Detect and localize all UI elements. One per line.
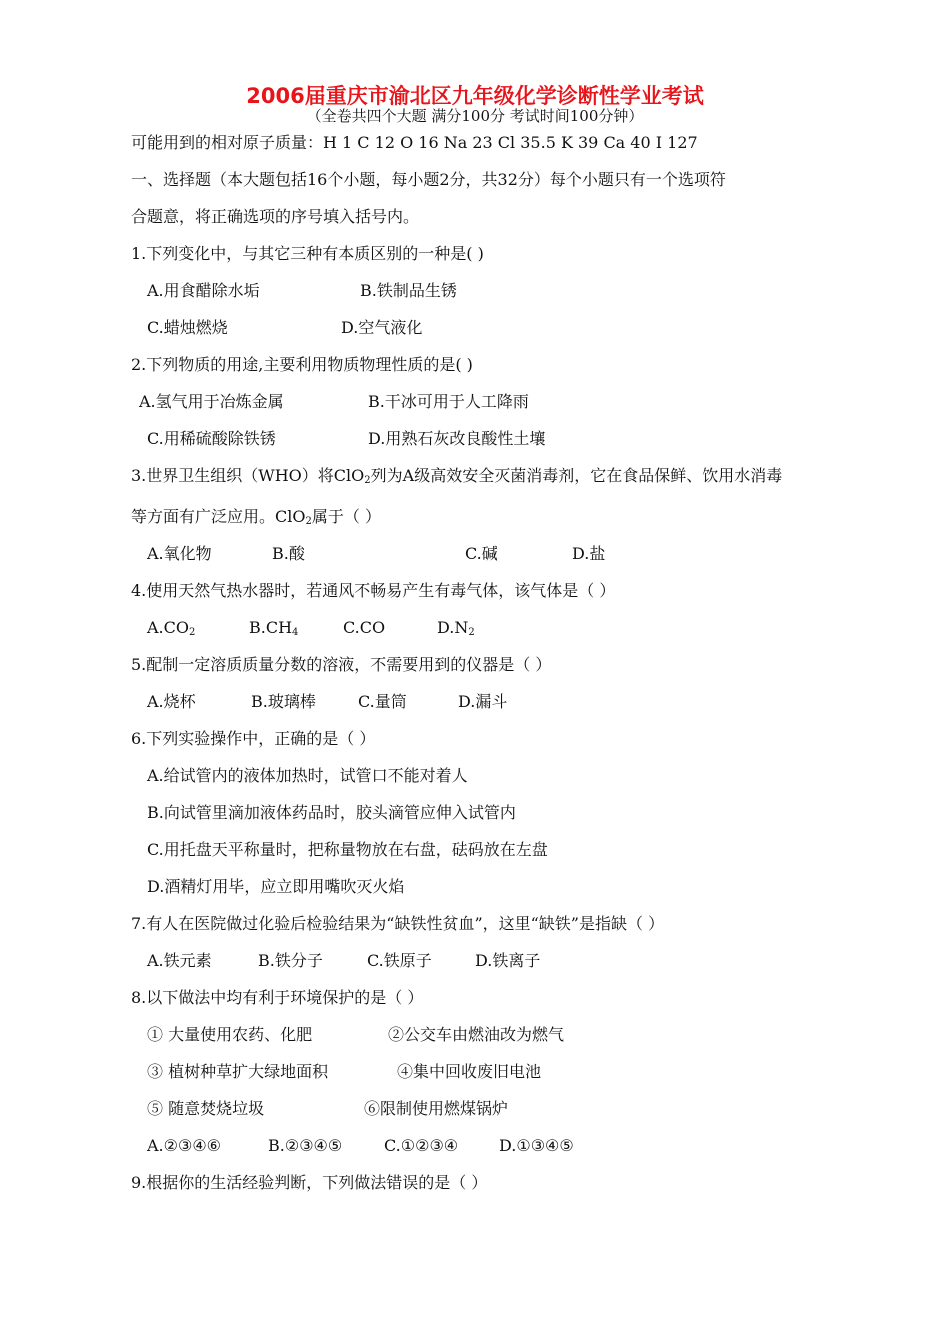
question-3-subscript-2: 2 [305,516,312,527]
question-6-stem: 6.下列实验操作中，正确的是（ ） [131,729,376,748]
question-1-stem: 1.下列变化中，与其它三种有本质区别的一种是( ) [131,244,484,263]
question-4-option-d-text: D.N [437,618,469,637]
question-4-option-b-sub: 4 [292,627,299,638]
question-1-option-b: B.铁制品生锈 [360,281,457,300]
question-7-stem: 7.有人在医院做过化验后检验结果为“缺铁性贫血”，这里“缺铁”是指缺（ ） [131,914,665,933]
question-3-stem-suffix: 列为A级高效安全灭菌消毒剂，它在食品保鲜、饮用水消毒 [370,466,783,485]
question-3-line2-prefix: 等方面有广泛应用。ClO [131,507,306,526]
question-8-option-b: B.②③④⑤ [268,1136,343,1155]
atomic-masses: 可能用到的相对原子质量：H 1 C 12 O 16 Na 23 Cl 35.5 K 39 Ca 40 I 127 [131,133,698,152]
question-3-option-b: B.酸 [272,544,305,563]
question-4-option-a [147,618,195,643]
question-4-stem: 4.使用天然气热水器时，若通风不畅易产生有毒气体，该气体是（ ） [131,581,616,600]
question-4-option-a-sub: 2 [189,627,196,638]
question-8-item-4: ④集中回收废旧电池 [397,1062,542,1081]
question-8-stem: 8.以下做法中均有利于环境保护的是（ ） [131,988,424,1007]
question-4-option-d-sub: 2 [468,627,475,638]
question-2-option-c: C.用稀硫酸除铁锈 [147,429,276,448]
question-2-stem: 2.下列物质的用途,主要利用物质物理性质的是( ) [131,355,473,374]
question-3-option-d: D.盐 [572,544,606,563]
question-6-option-c: C.用托盘天平称量时，把称量物放在右盘，砝码放在左盘 [147,840,548,859]
question-6-option-a: A.给试管内的液体加热时，试管口不能对着人 [147,766,468,785]
question-2-option-b: B.干冰可用于人工降雨 [368,392,529,411]
question-5-option-c: C.量筒 [358,692,407,711]
question-7-option-c: C.铁原子 [367,951,432,970]
question-4-option-c: C.CO [343,618,386,637]
question-7-option-a: A.铁元素 [147,951,212,970]
question-5-option-a: A.烧杯 [147,692,196,711]
question-1-option-a: A.用食醋除水垢 [147,281,260,300]
section-one-instructions-line-1: 一、选择题（本大题包括16个小题，每小题2分，共32分）每个小题只有一个选项符 [131,170,726,189]
question-3-line2-suffix: 属于（ ） [311,507,381,526]
question-8-option-d: D.①③④⑤ [499,1136,574,1155]
question-3-subscript-1: 2 [364,475,371,486]
question-8-item-5: ⑤ 随意焚烧垃圾 [147,1099,265,1118]
question-5-stem: 5.配制一定溶质质量分数的溶液，不需要用到的仪器是（ ） [131,655,552,674]
exam-title: 2006届重庆市渝北区九年级化学诊断性学业考试 [246,84,704,108]
question-8-item-3: ③ 植树种草扩大绿地面积 [147,1062,329,1081]
question-7-option-b: B.铁分子 [258,951,323,970]
question-9-stem: 9.根据你的生活经验判断，下列做法错误的是（ ） [131,1173,488,1192]
question-6-option-b: B.向试管里滴加液体药品时，胶头滴管应伸入试管内 [147,803,516,822]
question-3-stem-prefix: 3.世界卫生组织（WHO）将ClO [131,466,365,485]
question-3-stem-line-1 [131,466,782,491]
question-7-option-d: D.铁离子 [475,951,541,970]
question-2-option-a: A.氢气用于冶炼金属 [139,392,284,411]
question-1-option-d: D.空气液化 [341,318,423,337]
question-3-option-a: A.氧化物 [147,544,212,563]
question-4-option-a-text: A.CO [147,618,189,637]
question-4-option-d [437,618,475,643]
question-2-option-d: D.用熟石灰改良酸性土壤 [368,429,546,448]
question-5-option-b: B.玻璃棒 [251,692,316,711]
section-one-instructions-line-2: 合题意，将正确选项的序号填入括号内。 [131,207,420,226]
question-8-option-c: C.①②③④ [384,1136,459,1155]
exam-subtitle: （全卷共四个大题 满分100分 考试时间100分钟） [306,107,644,125]
question-4-option-b [249,618,298,643]
question-4-option-b-text: B.CH [249,618,293,637]
question-8-item-6: ⑥限制使用燃煤锅炉 [364,1099,509,1118]
question-1-option-c: C.蜡烛燃烧 [147,318,228,337]
question-8-option-a: A.②③④⑥ [147,1136,222,1155]
question-6-option-d: D.酒精灯用毕，应立即用嘴吹灭火焰 [147,877,405,896]
question-5-option-d: D.漏斗 [458,692,508,711]
question-3-option-c: C.碱 [465,544,498,563]
question-8-item-1: ① 大量使用农药、化肥 [147,1025,313,1044]
question-8-item-2: ②公交车由燃油改为燃气 [388,1025,565,1044]
question-3-stem-line-2 [131,507,381,532]
